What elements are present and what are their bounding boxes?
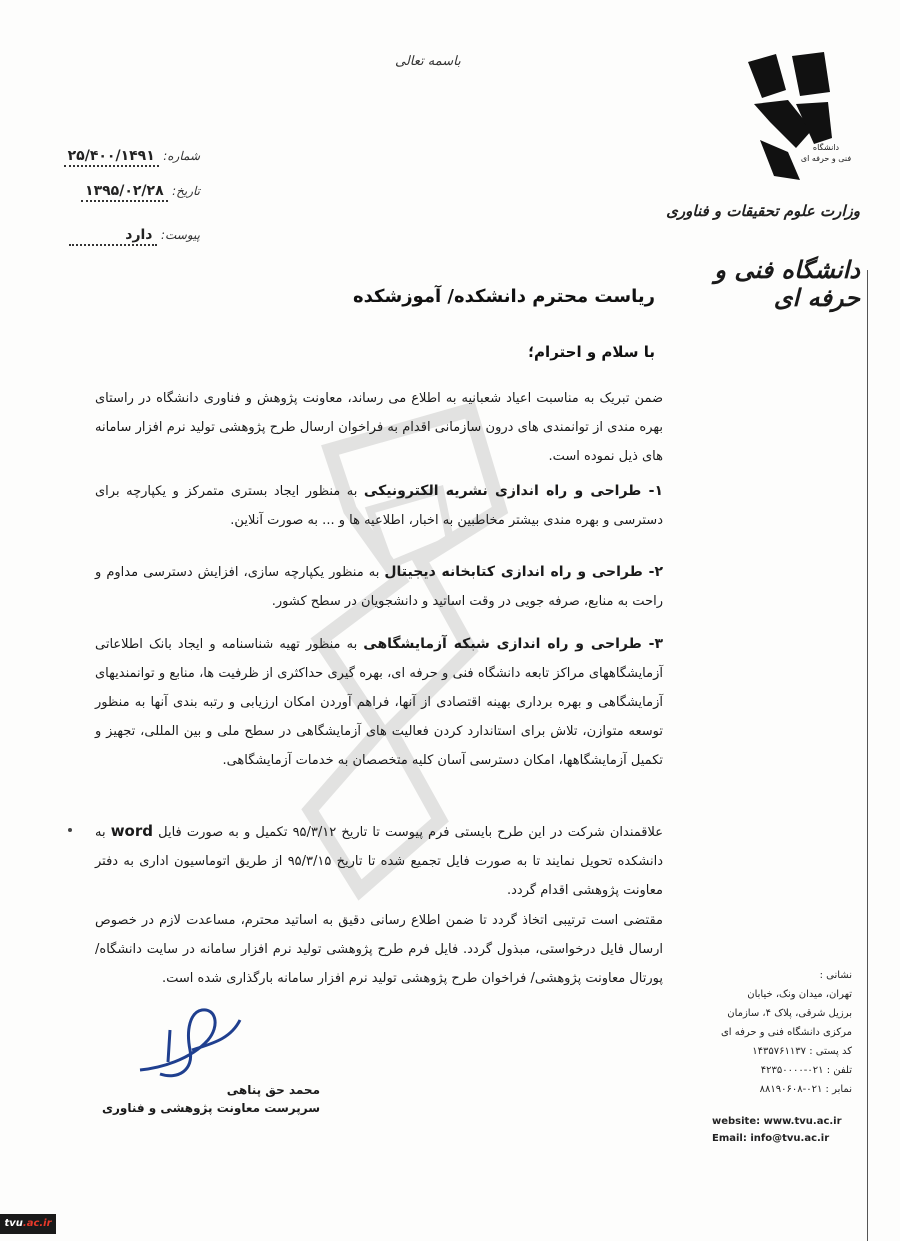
ministry-name: وزارت علوم تحقیقات و فناوری xyxy=(666,202,860,220)
site-badge-prefix: tvu xyxy=(4,1218,23,1229)
item-3-body: به منظور تهیه شناسنامه و ایجاد بانک اطلاعاتی آزمایشگاههای مراکز تابعه دانشگاه فنی و حرفه ای، بهره گیری حداکثری از ظرفیت ها، منابع و توانمندیهای آزمایشگاهی و بهره برداری بهینه اقتصادی از آنها، فراهم آوردن امکان ارزیابی و رتبه بندی آنها به منظور توسعه متوازن، تلاش برای استاندارد کردن فعالیت های آزمایشگاهی در سطح ملی و بین المللی، تجهیز و تکمیل آزمایشگاهها، امکان دسترسی آسان کلیه متخصصان به خدمات آزمایشگاهی. xyxy=(95,637,663,768)
address-line-3: مرکزی دانشگاه فنی و حرفه ای xyxy=(720,1027,852,1038)
site-badge-suffix: .ac.ir xyxy=(22,1218,52,1229)
letter-date-value: ۱۳۹۵/۰۲/۲۸ xyxy=(81,182,168,202)
greeting: با سلام و احترام؛ xyxy=(528,343,655,361)
postal-label: کد پستی : xyxy=(809,1046,852,1057)
item-1 xyxy=(95,477,663,535)
item-3 xyxy=(95,630,663,775)
letter-number-value: ۲۵/۴۰۰/۱۴۹۱ xyxy=(64,147,159,167)
item-3-heading: ۳- طراحی و راه اندازی شبکه آزمایشگاهی xyxy=(363,636,663,652)
item-1-heading: ۱- طراحی و راه اندازی نشریه الکترونیکی xyxy=(363,483,663,499)
fax-value: ۰۲۱-۸۸۱۹۰۶۰۸ xyxy=(759,1084,823,1095)
phone-label: تلفن : xyxy=(826,1065,852,1076)
email-link[interactable]: Email: info@tvu.ac.ir xyxy=(712,1133,830,1144)
signer-name: محمد حق پناهی xyxy=(226,1083,320,1097)
website-link[interactable]: website: www.tvu.ac.ir xyxy=(712,1116,842,1127)
dot-mark xyxy=(68,828,72,832)
logo-caption-line1: دانشگاه xyxy=(812,143,840,152)
letter-number xyxy=(30,147,200,169)
item-1-body: به منظور ایجاد بستری متمرکز و یکپارچه برای دسترسی و بهره مندی بیشتر مخاطبین به اخبار، اطلاعیه ها و ... به صورت آنلاین. xyxy=(95,484,663,528)
site-badge[interactable] xyxy=(0,1214,56,1234)
letter-date xyxy=(30,182,200,204)
addressee: ریاست محترم دانشکده/ آموزشکده xyxy=(353,286,655,307)
address-label: نشانی : xyxy=(819,970,852,981)
letter-number-label: شماره: xyxy=(163,149,200,163)
letter-attachment-label: پیوست: xyxy=(160,228,200,242)
intro-paragraph: ضمن تبریک به مناسبت اعیاد شعبانیه به اطلاع می رساند، معاونت پژوهش و فناوری دانشگاه در راستای بهره مندی از توانمندی های درون سازمانی اقدام به فراخوان ارسال طرح پژوهشی تولید نرم افزار سامانه های ذیل نموده است. xyxy=(95,391,663,464)
deadline-paragraph xyxy=(95,817,663,905)
signer-title: سرپرست معاونت پژوهشی و فناوری xyxy=(101,1101,320,1115)
postal-code xyxy=(712,1042,852,1061)
postal-value: ۱۴۳۵۷۶۱۱۳۷ xyxy=(752,1046,807,1057)
letter-date-label: تاریخ: xyxy=(172,184,200,198)
logo-caption-line2: فنی و حرفه ای xyxy=(800,154,852,163)
deadline-text-1: علاقمندان شرکت در این طرح بایستی فرم پیوست تا تاریخ ۹۵/۳/۱۲ تکمیل و به صورت فایل xyxy=(153,825,663,840)
university-name: دانشگاه فنی و حرفه ای xyxy=(714,256,860,312)
deadline-word-format: word xyxy=(110,822,154,840)
phone-value: ۰۲۱-۴۲۳۵۰۰۰۰ xyxy=(760,1065,824,1076)
item-2-body: به منظور یکپارچه سازی، افزایش دسترسی مداوم و راحت به منابع، صرفه جویی در وقت اساتید و دانشجویان در سطح کشور. xyxy=(95,565,663,609)
signature-icon xyxy=(130,1000,250,1090)
margin-line xyxy=(867,270,868,1241)
deadline-text-2: به دانشکده تحویل نمایند تا به صورت فایل تجمیع شده تا تاریخ ۹۵/۳/۱۵ از طریق اتوماسیون اداری به دفتر معاونت پژوهشی اقدام گردد. xyxy=(95,825,663,898)
logo-caption xyxy=(800,142,852,164)
letter-attachment-value: دارد xyxy=(69,226,157,246)
contact-block xyxy=(712,966,852,1099)
item-2-heading: ۲- طراحی و راه اندازی کتابخانه دیجیتال xyxy=(384,564,663,580)
basmala: باسمه تعالی xyxy=(395,54,461,69)
item-2 xyxy=(95,558,663,616)
fax-label: نمابر : xyxy=(825,1084,852,1095)
address-line-2: برزیل شرقی، پلاک ۴، سازمان xyxy=(727,1008,852,1019)
address-line-1: تهران، میدان ونک، خیابان xyxy=(747,989,852,1000)
letter-attachment xyxy=(30,226,200,248)
fax xyxy=(712,1080,852,1099)
closing-paragraph: مقتضی است ترتیبی اتخاذ گردد تا ضمن اطلاع رسانی دقیق به اساتید محترم، مساعدت لازم در خصوص ارسال فایل درخواستی، مبذول گردد. فایل فرم طرح پژوهشی تولید نرم افزار سامانه در سایت دانشگاه/ پورتال معاونت پژوهشی/ فراخوان طرح پژوهشی تولید نرم افزار سامانه بارگذاری شده است. xyxy=(95,913,663,986)
phone xyxy=(712,1061,852,1080)
